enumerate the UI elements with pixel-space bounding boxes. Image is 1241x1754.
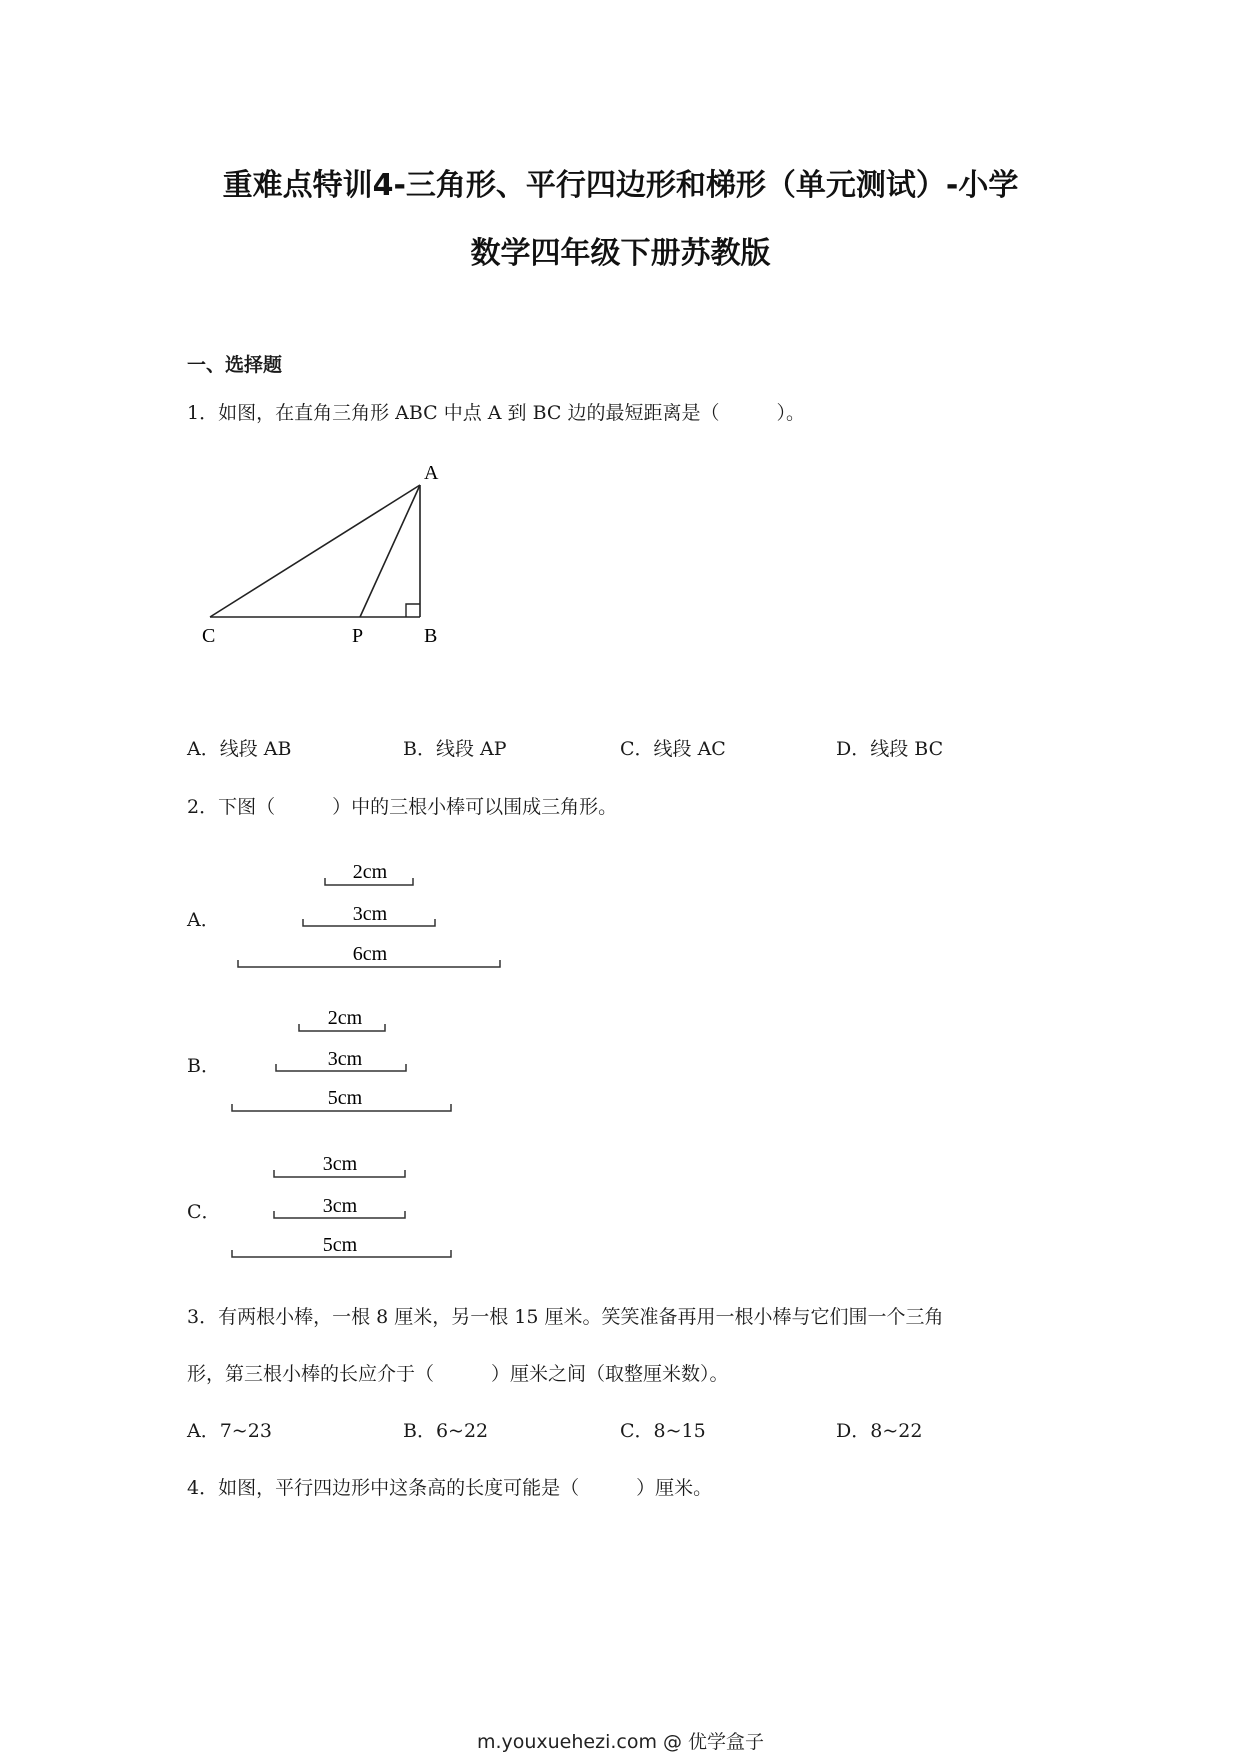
stick-label: 6cm	[352, 943, 388, 965]
stick-label: 3cm	[352, 903, 388, 925]
right-triangle-figure	[180, 455, 460, 650]
q3-option-c[interactable]: C．8~15	[620, 1420, 706, 1442]
stick-label: 2cm	[327, 1007, 363, 1029]
vertex-label-c: C	[202, 625, 216, 647]
vertex-label-a: A	[424, 462, 439, 484]
footer-watermark: m.youxuehezi.com @ 优学盒子	[476, 1731, 765, 1753]
q2-option-b[interactable]: B．	[187, 1055, 220, 1077]
stick-label: 5cm	[322, 1234, 358, 1256]
stick-label: 3cm	[322, 1153, 358, 1175]
sticks-figure-c	[0, 1142, 520, 1262]
section-heading: 一、选择题	[187, 354, 283, 376]
q3-option-d[interactable]: D．8~22	[836, 1420, 923, 1442]
sticks-figure-b	[0, 996, 520, 1116]
q1-option-c[interactable]: C．线段 AC	[620, 738, 726, 760]
point-label-p: P	[352, 625, 364, 647]
question-3-text-line-1: 3．有两根小棒，一根 8 厘米，另一根 15 厘米。笑笑准备再用一根小棒与它们围一个三角	[187, 1306, 944, 1328]
q1-option-d[interactable]: D．线段 BC	[836, 738, 944, 760]
stick-label: 5cm	[327, 1087, 363, 1109]
page-title-line-1: 重难点特训4-三角形、平行四边形和梯形（单元测试）-小学	[222, 168, 1019, 203]
q3-option-b[interactable]: B．6~22	[403, 1420, 489, 1442]
stick-label: 3cm	[322, 1195, 358, 1217]
q3-option-a[interactable]: A．7~23	[187, 1420, 272, 1442]
q1-option-a[interactable]: A．线段 AB	[187, 738, 292, 760]
stick-label: 2cm	[352, 861, 388, 883]
q2-option-c[interactable]: C．	[187, 1201, 221, 1223]
stick-label: 3cm	[327, 1048, 363, 1070]
question-1-text: 1．如图，在直角三角形 ABC 中点 A 到 BC 边的最短距离是（ ）。	[187, 402, 805, 424]
page-title-line-2: 数学四年级下册苏教版	[470, 236, 771, 271]
question-4-text: 4．如图，平行四边形中这条高的长度可能是（ ）厘米。	[187, 1477, 713, 1499]
vertex-label-b: B	[424, 625, 438, 647]
q2-option-a[interactable]: A．	[187, 909, 220, 931]
right-angle-mark	[406, 604, 420, 617]
sticks-figure-a	[0, 850, 520, 970]
q1-option-b[interactable]: B．线段 AP	[403, 738, 507, 760]
question-2-text: 2．下图（ ）中的三根小棒可以围成三角形。	[187, 796, 618, 818]
side-ac	[210, 485, 420, 617]
question-3-text-line-2: 形，第三根小棒的长应介于（ ）厘米之间（取整厘米数）。	[187, 1363, 729, 1385]
